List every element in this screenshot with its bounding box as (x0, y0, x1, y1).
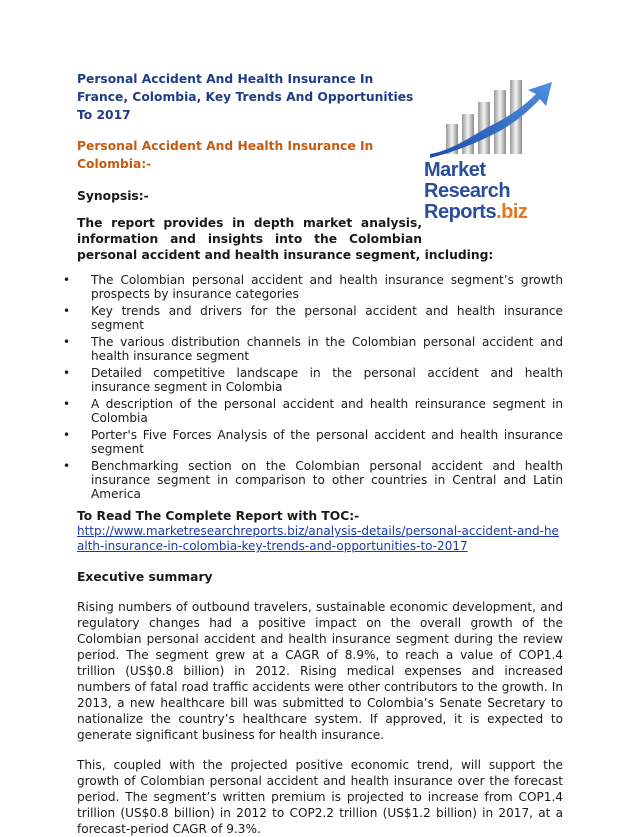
bullet-icon: • (63, 304, 71, 318)
list-item (63, 428, 563, 456)
executive-summary-paragraph-2: This, coupled with the projected positive economic trend, will support the growth of Colombian personal accident and health insurance over the forecast period. The segment’s written premium is projected to increase from COP1.4 trillion (US$0.8 billion) in 2012 to COP2.2 trillion (US$1.2 billion) in 2017, at a forecast-period CAGR of 9.3%. (77, 758, 563, 836)
list-item (63, 459, 563, 501)
intro-paragraph (77, 215, 563, 263)
report-toc-link[interactable]: http://www.marketresearchreports.biz/analysis-details/personal-accident-and-health-insurance-in-colombia-key-trends-and-opportunities-to-2017 (77, 524, 559, 553)
bullet-icon: • (63, 428, 71, 442)
list-item-text: Key trends and drivers for the personal accident and health insurance segment (91, 304, 563, 332)
list-item (63, 335, 563, 363)
bullet-icon: • (63, 335, 71, 349)
bullet-icon: • (63, 459, 71, 473)
synopsis-heading: Synopsis:- (77, 189, 149, 203)
logo-line-1: Market Research (424, 159, 511, 202)
list-item-text: Porter's Five Forces Analysis of the personal accident and health insurance segment (91, 428, 563, 456)
document-page (63, 70, 563, 837)
executive-summary-heading: Executive summary (77, 570, 213, 584)
toc-heading: To Read The Complete Report with TOC:- (77, 509, 360, 523)
list-item-text: Benchmarking section on the Colombian personal accident and health insurance segment in comparison to other countries in Central and Latin America (91, 459, 563, 501)
executive-summary-paragraph-1: Rising numbers of outbound travelers, sustainable economic development, and regulatory changes had a positive impact on the overall growth of the Colombian personal accident and health insurance segment during the review period. The segment grew at a CAGR of 8.9%, to reach a value of COP1.4 trillion (US$0.8 billion) in 2012. Rising medical expenses and increased numbers of fatal road traffic accidents were other contributors to the growth. In 2013, a new healthcare bill was submitted to Colombia’s Senate Secretary to nationalize the country’s healthcare system. If approved, it is expected to generate significant business for health insurance. (77, 600, 563, 742)
list-item-text: Detailed competitive landscape in the personal accident and health insurance segment in Colombia (91, 366, 563, 394)
bullet-icon: • (63, 366, 71, 380)
bullet-icon: • (63, 273, 71, 287)
intro-line-2: information and insights into the Colombian (77, 232, 422, 246)
intro-line-1: The report provides in depth market analysis, (77, 216, 422, 230)
bullet-icon: • (63, 397, 71, 411)
document-title: Personal Accident And Health Insurance In France, Colombia, Key Trends And Opportunities To 2017 (77, 72, 414, 122)
list-item (63, 273, 563, 301)
list-item (63, 366, 563, 394)
synopsis-bullet-list (63, 273, 563, 501)
logo-line-2-b: .biz (496, 201, 528, 223)
logo-line-2-a: Reports (424, 201, 497, 223)
intro-line-3: personal accident and health insurance segment, including: (77, 248, 494, 262)
list-item (63, 304, 563, 332)
document-subtitle: Personal Accident And Health Insurance In Colombia:- (77, 139, 374, 171)
list-item-text: The various distribution channels in the Colombian personal accident and health insurance segment (91, 335, 563, 363)
list-item-text: The Colombian personal accident and health insurance segment’s growth prospects by insurance categories (91, 273, 563, 301)
list-item-text: A description of the personal accident and health reinsurance segment in Colombia (91, 397, 563, 425)
list-item (63, 397, 563, 425)
